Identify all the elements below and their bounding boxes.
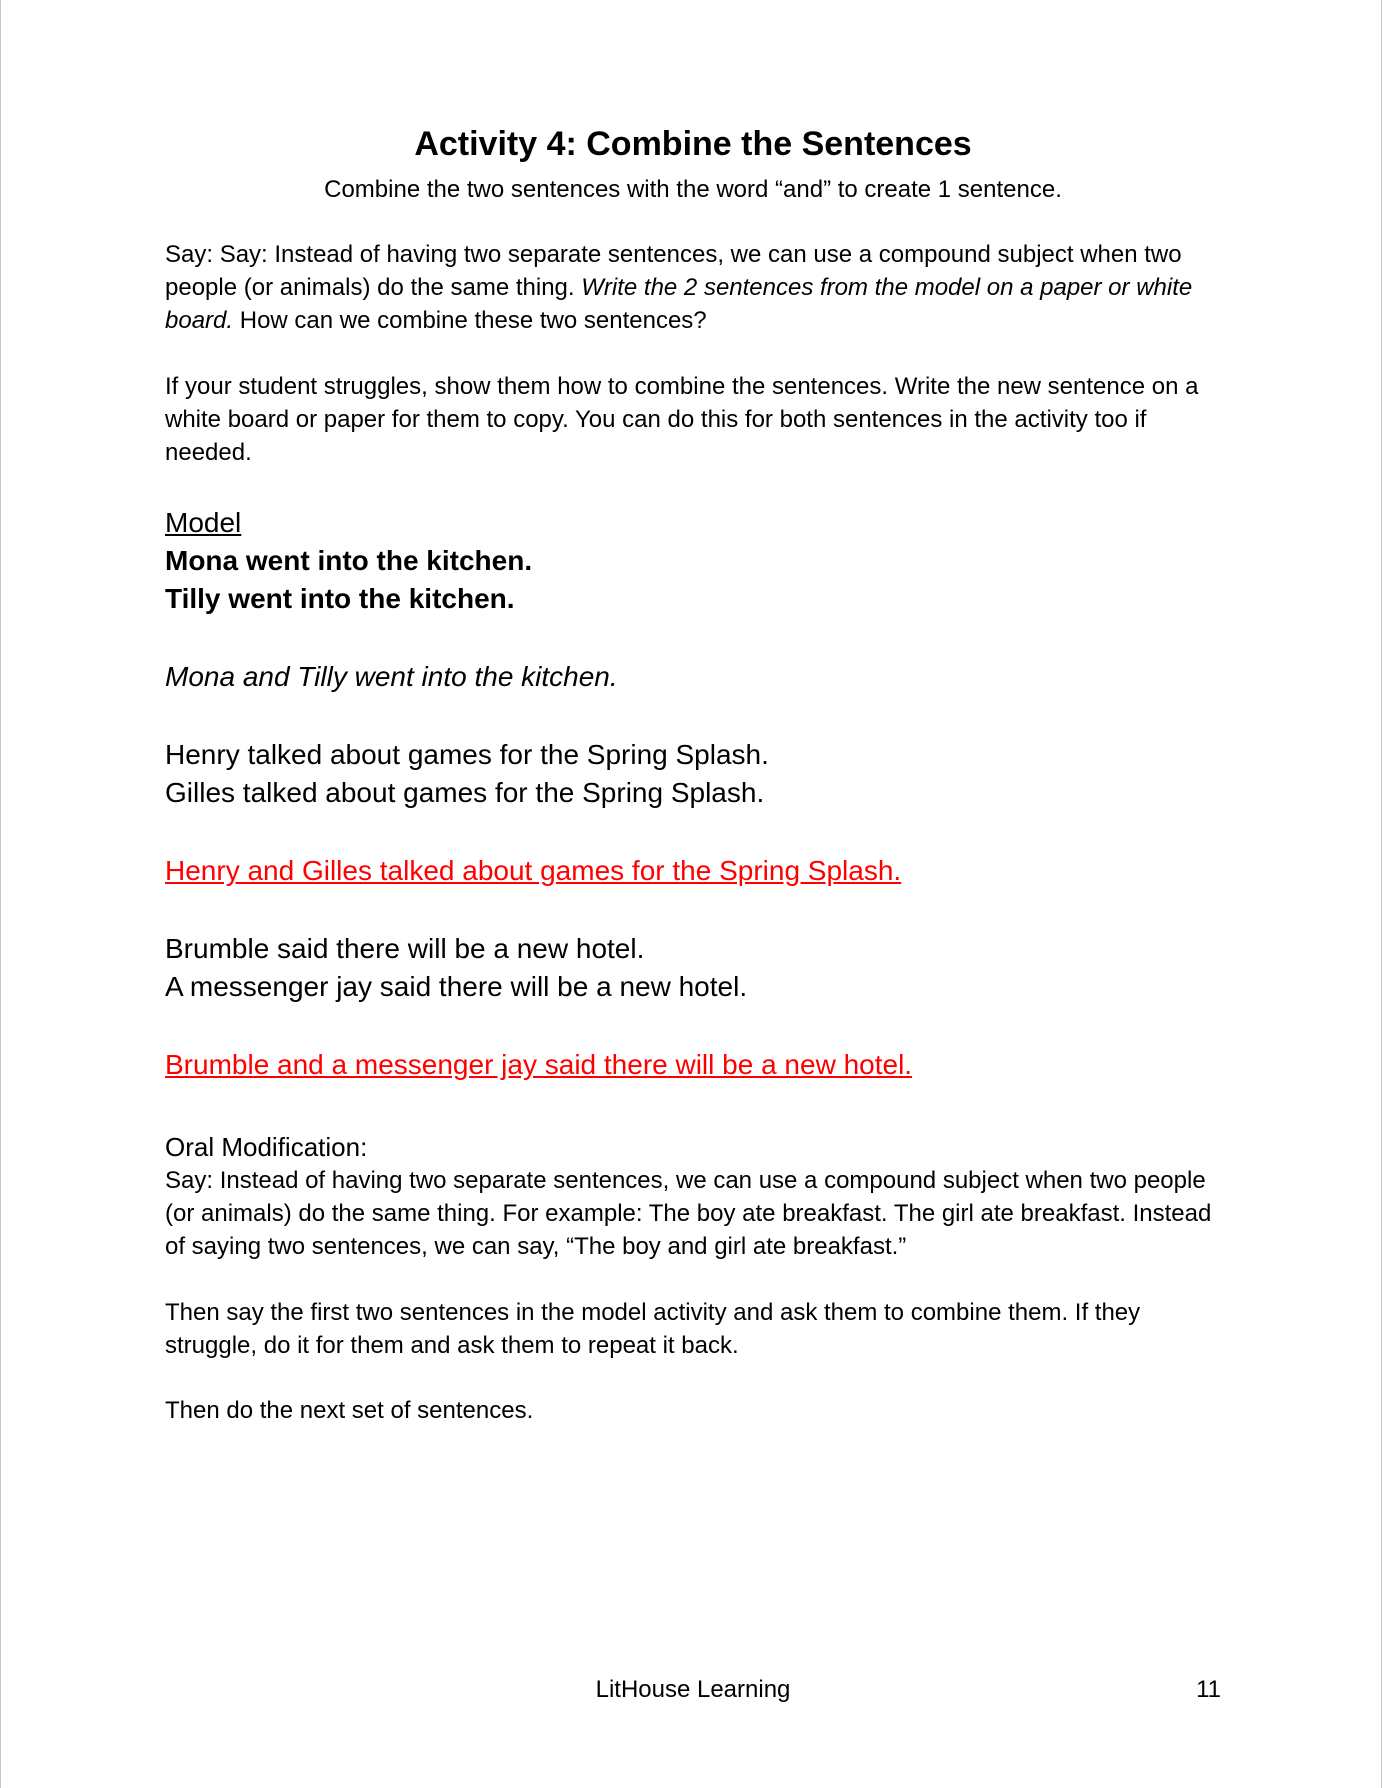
exercise-2-sentence-2: A messenger jay said there will be a new hotel. — [165, 971, 748, 1002]
oral-heading: Oral Modification: — [165, 1132, 368, 1162]
model-sentence-2: Tilly went into the kitchen. — [165, 583, 515, 614]
page-title: Activity 4: Combine the Sentences — [414, 125, 972, 163]
intro-instruction: Write the 2 sentences from the model on a paper or white board. — [165, 274, 1193, 334]
model-heading: Model — [165, 507, 242, 538]
page-number: 11 — [1196, 1676, 1221, 1703]
model-sentence-1: Mona went into the kitchen. — [165, 545, 533, 576]
struggle-note: If your student struggles, show them how to combine the sentences. Write the new sentence on a white board or paper for them to copy. You can do this for both sentences in the activity too if needed. — [165, 373, 1199, 466]
exercise-1-answer: Henry and Gilles talked about games for the Spring Splash. — [165, 855, 902, 886]
intro-text-1: Say: Say: Instead of having two separate sentences, we can use a compound subject when two people (or animals) do the same thing. — [165, 241, 1182, 301]
footer-brand: LitHouse Learning — [595, 1676, 791, 1703]
oral-body: Say: Instead of having two separate sentences, we can use a compound subject when two people (or animals) do the same thing. For example: The boy ate breakfast. The girl ate breakfast. Instead of saying two sentences, we can say, “The boy and girl ate breakfast.” — [165, 1167, 1212, 1260]
intro-text-3: How can we combine these two sentences? — [233, 307, 707, 334]
oral-then-1: Then say the first two sentences in the model activity and ask them to combine them. If they struggle, do it for them and ask them to repeat it back. — [165, 1299, 1141, 1359]
page-subtitle: Combine the two sentences with the word “and” to create 1 sentence. — [324, 176, 1062, 203]
intro-paragraph — [165, 238, 1221, 337]
exercise-1-sentence-2: Gilles talked about games for the Spring Splash. — [165, 777, 765, 808]
model-combined: Mona and Tilly went into the kitchen. — [165, 661, 618, 692]
exercise-1-sentence-1: Henry talked about games for the Spring Splash. — [165, 739, 769, 770]
exercise-2-sentence-1: Brumble said there will be a new hotel. — [165, 933, 645, 964]
exercise-2-answer: Brumble and a messenger jay said there will be a new hotel. — [165, 1049, 913, 1080]
oral-then-2: Then do the next set of sentences. — [165, 1397, 534, 1424]
